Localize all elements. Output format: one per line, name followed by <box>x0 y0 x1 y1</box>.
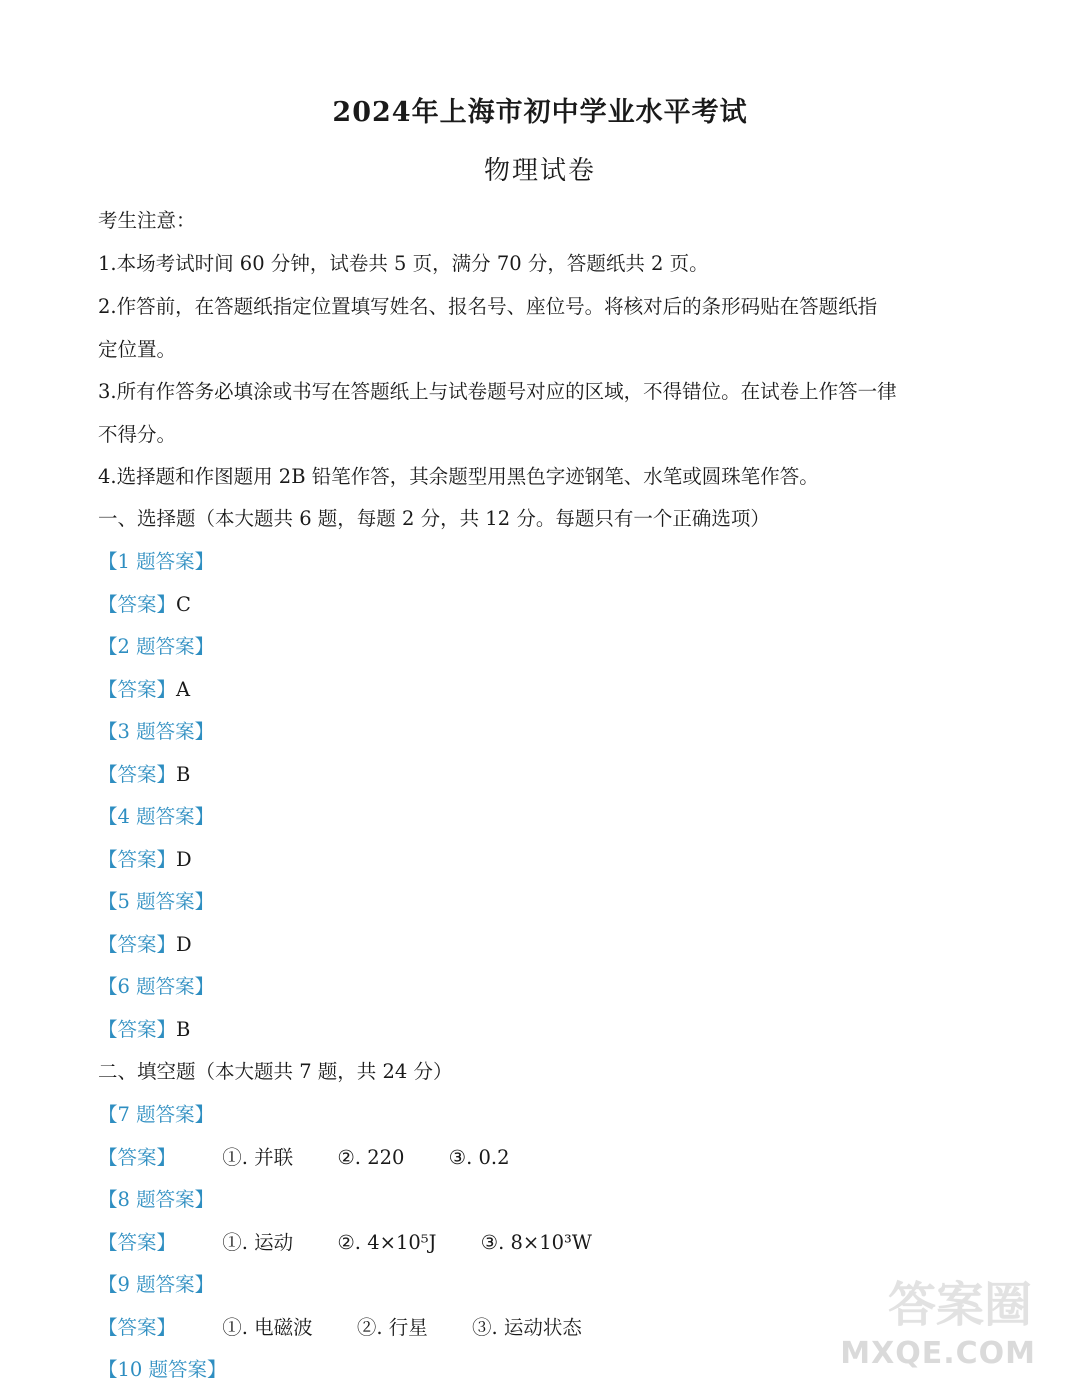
answer-row: 【答案】B <box>98 1018 191 1041</box>
answer-row: 【答案】 ①. 并联 ②. 220 ③. 0.2 <box>98 1146 510 1169</box>
question-label: 【2 题答案】 <box>98 635 215 658</box>
watermark-top: 答案圈 <box>887 1277 1032 1333</box>
question-label: 【7 题答案】 <box>98 1103 215 1126</box>
answer-row: 【答案】C <box>98 593 191 616</box>
page-title: 2024年上海市初中学业水平考试 <box>332 97 748 128</box>
answer-item: ①. 运动 <box>222 1231 294 1254</box>
question-label: 【8 题答案】 <box>98 1188 215 1211</box>
answer-item: ③. 运动状态 <box>471 1316 582 1339</box>
watermark-bottom: MXQE.COM <box>840 1336 1036 1371</box>
answer-row: 【答案】B <box>98 763 191 786</box>
watermark-logo <box>840 1271 1062 1381</box>
question-label: 【5 题答案】 <box>98 890 215 913</box>
answer-item: ③. 8×10³W <box>480 1231 592 1254</box>
question-label: 【10 题答案】 <box>98 1358 227 1381</box>
answer-item: ②. 4×10⁵J <box>337 1231 437 1254</box>
answer-row: 【答案】 ①. 电磁波 ②. 行星 ③. 运动状态 <box>98 1316 582 1339</box>
section1-heading: 一、选择题（本大题共 6 题，每题 2 分，共 12 分。每题只有一个正确选项） <box>98 507 770 530</box>
answer-item: ①. 并联 <box>222 1146 294 1169</box>
notice-item: 不得分。 <box>98 423 177 446</box>
section2-heading: 二、填空题（本大题共 7 题，共 24 分） <box>98 1060 453 1083</box>
question-label: 【1 题答案】 <box>98 550 215 573</box>
answer-row: 【答案】D <box>98 933 192 956</box>
answer-item: ③. 0.2 <box>448 1146 510 1169</box>
notice-heading: 考生注意： <box>98 209 196 232</box>
answer-item: ②. 行星 <box>356 1316 428 1339</box>
notice-item: 2.作答前，在答题纸指定位置填写姓名、报名号、座位号。将核对后的条形码贴在答题纸指 <box>98 295 878 318</box>
question-label: 【6 题答案】 <box>98 975 215 998</box>
question-label: 【9 题答案】 <box>98 1273 215 1296</box>
answer-row: 【答案】D <box>98 848 192 871</box>
notice-item: 3.所有作答务必填涂或书写在答题纸上与试卷题号对应的区域，不得错位。在试卷上作答一律 <box>98 380 897 403</box>
question-label: 【4 题答案】 <box>98 805 215 828</box>
notice-item: 1.本场考试时间 60 分钟，试卷共 5 页，满分 70 分，答题纸共 2 页。 <box>98 252 709 275</box>
answer-item: ①. 电磁波 <box>222 1316 313 1339</box>
answer-item: ②. 220 <box>337 1146 405 1169</box>
notice-item: 定位置。 <box>98 338 177 361</box>
page-subtitle: 物理试卷 <box>483 156 596 186</box>
answer-row: 【答案】 ①. 运动 ②. 4×10⁵J ③. 8×10³W <box>98 1231 592 1254</box>
notice-item: 4.选择题和作图题用 2B 铅笔作答，其余题型用黑色字迹钢笔、水笔或圆珠笔作答。 <box>98 465 819 488</box>
answer-row: 【答案】A <box>98 678 191 701</box>
question-label: 【3 题答案】 <box>98 720 215 743</box>
